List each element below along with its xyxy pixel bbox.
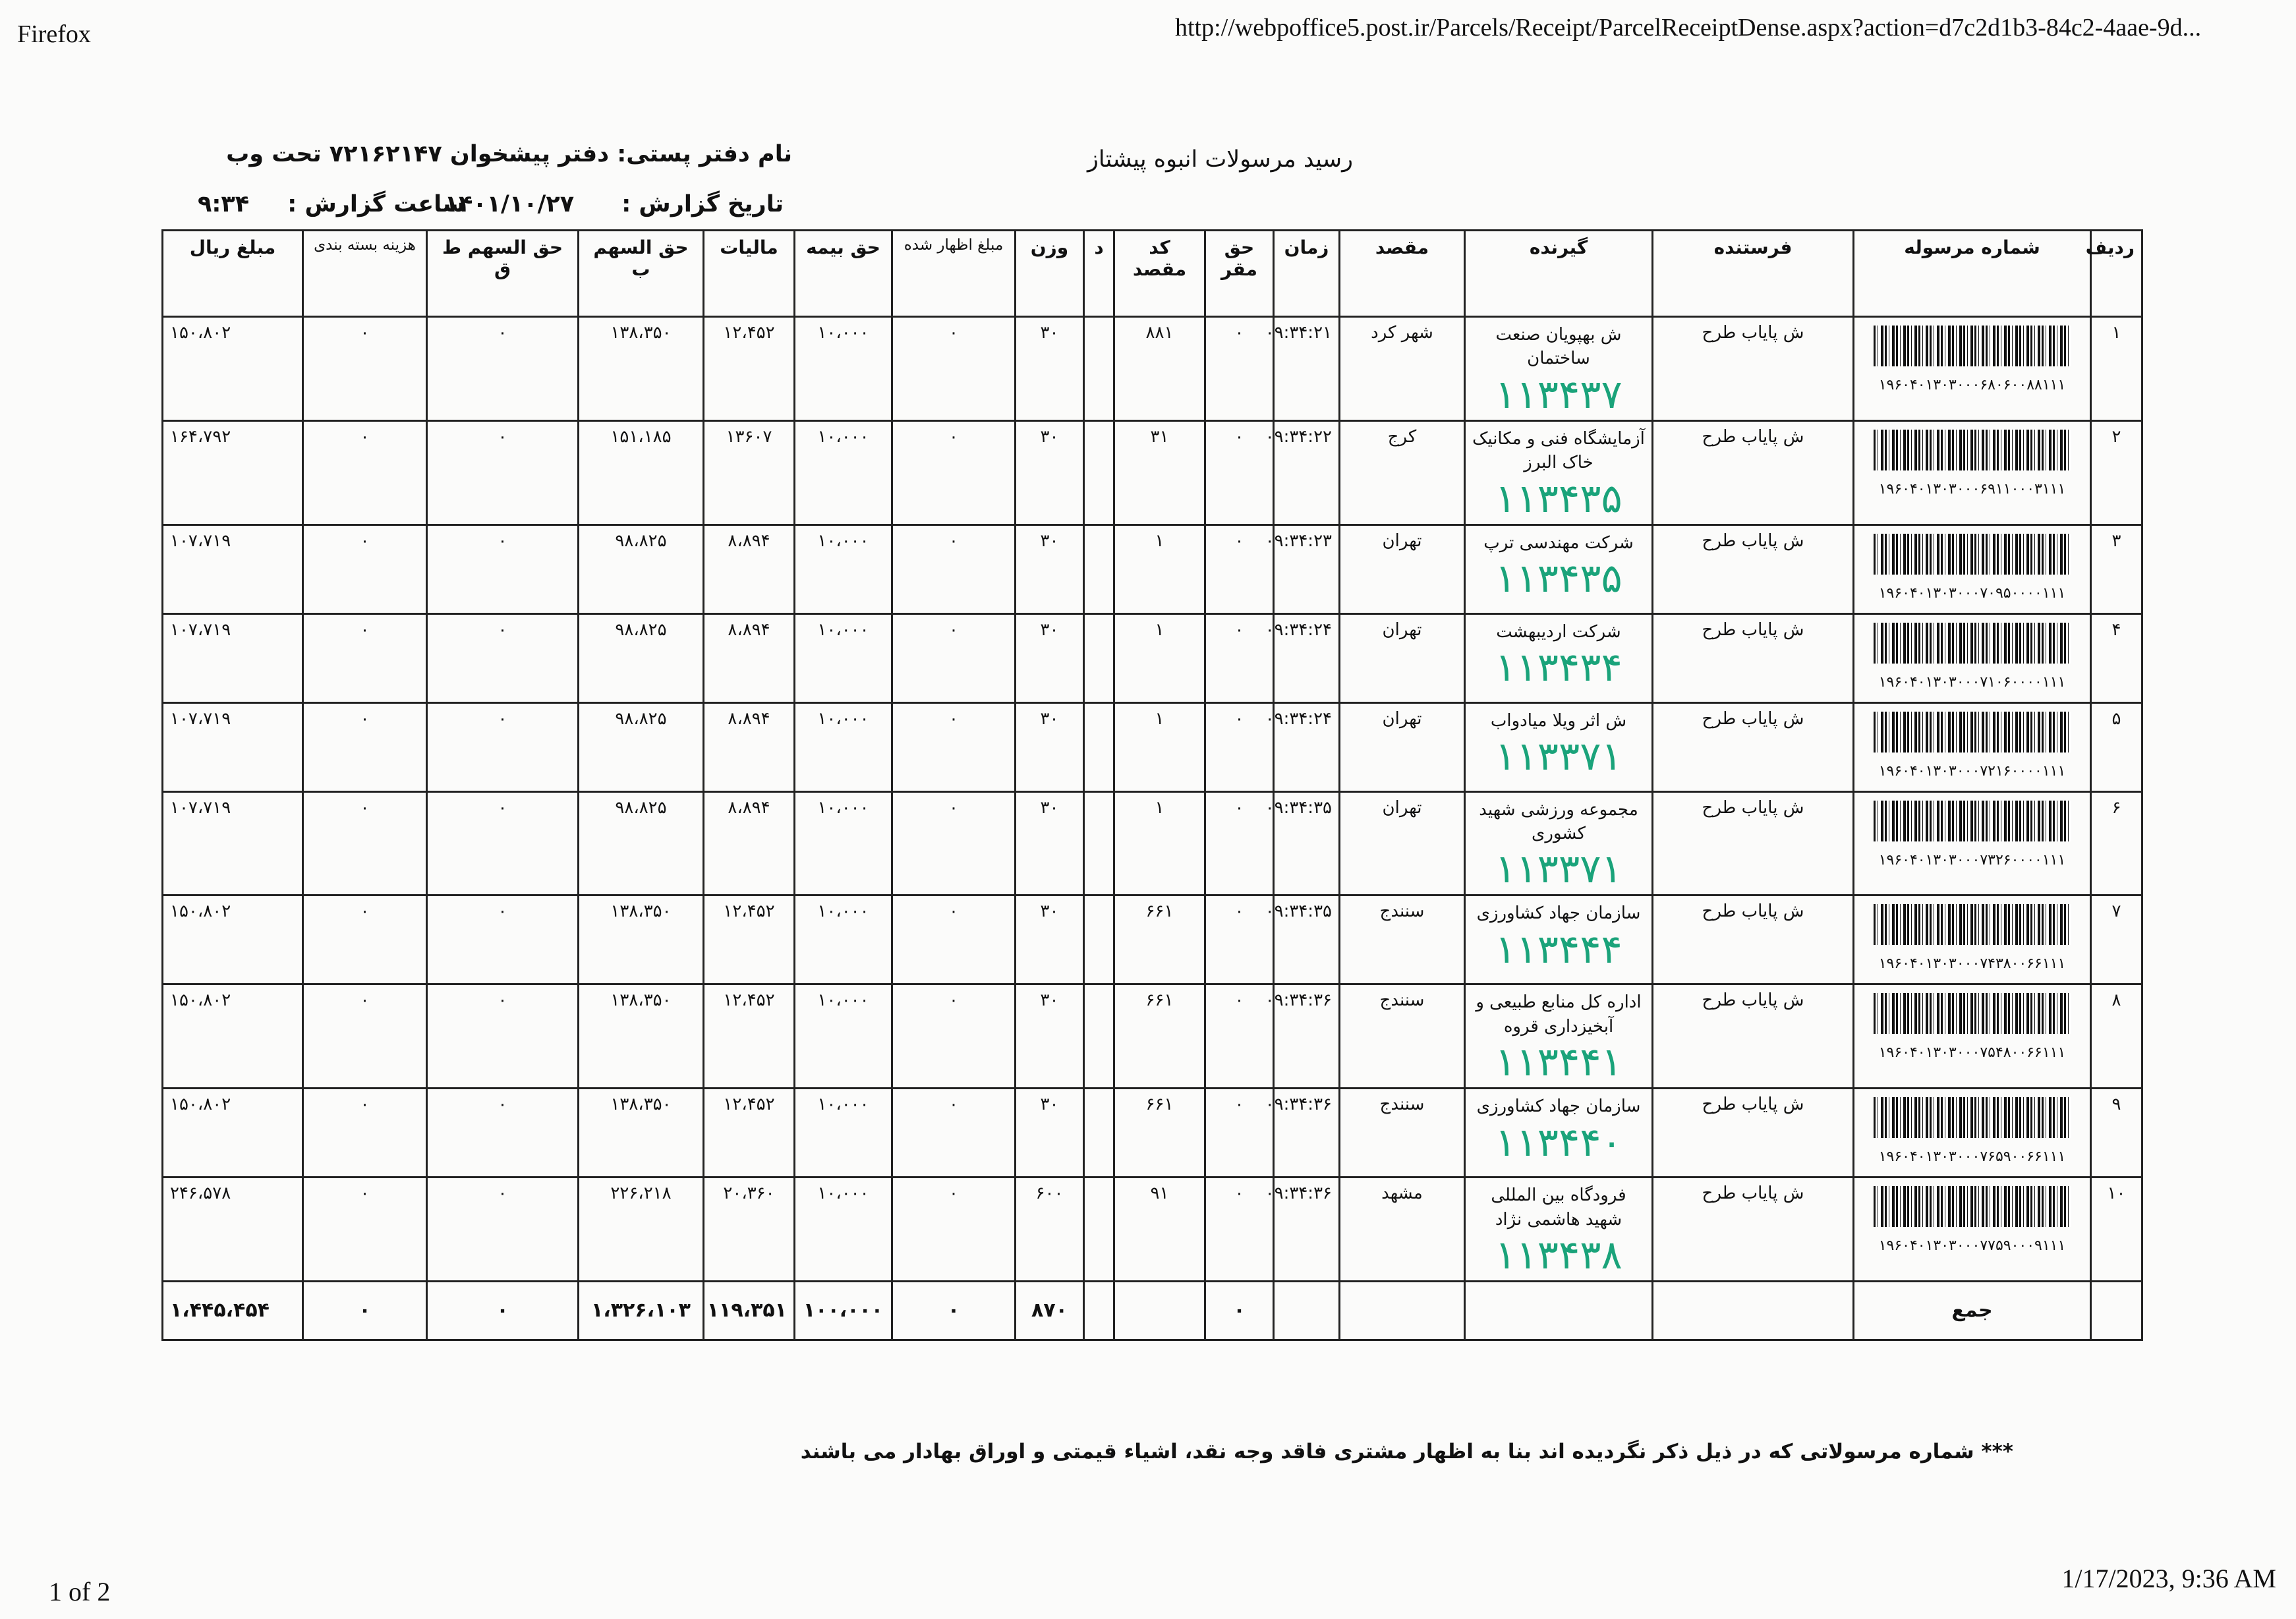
receiver: آزمایشگاه فنی و مکانیک خاک البرز [1472,428,1645,473]
table-row [163,525,2142,613]
share-tq: ۰ [427,791,579,895]
table-row [163,984,2142,1089]
packing-cost: ۰ [303,420,427,525]
destination: تهران [1340,525,1465,613]
declared-amount: ۰ [892,1089,1016,1178]
insurance: ۱۰،۰۰۰ [795,525,892,613]
barcode [1874,801,2071,841]
row-number: ۹ [2091,1089,2142,1178]
tax: ۱۲،۴۵۲ [704,1089,795,1178]
table-row [163,1089,2142,1178]
tracking-cell [1854,895,2091,984]
time: ۰۹:۳۴:۳۶ [1274,1178,1340,1282]
d-value [1084,317,1114,421]
table-row [163,895,2142,984]
barcode [1874,326,2071,366]
amount-rial: ۱۰۷،۷۱۹ [163,613,303,702]
share-b: ۹۸،۸۲۵ [579,791,704,895]
browser-name: Firefox [17,20,91,48]
handwritten-code: ۱۱۳۴۳۵ [1495,475,1622,522]
tracking-number: ۱۹۶۰۴۰۱۳۰۳۰۰۰۷۰۹۵۰۰۰۰۱۱۱ [1878,584,2066,602]
time: ۰۹:۳۴:۲۴ [1274,613,1340,702]
declared-amount: ۰ [892,984,1016,1089]
maqar-fee: ۰ [1205,613,1274,702]
receipt-table [161,229,2143,1341]
sender: ش پایاب طرح [1653,702,1854,791]
packing-cost: ۰ [303,895,427,984]
column-header: مبلغ ریال [163,231,303,317]
total-insurance: ۱۰۰،۰۰۰ [795,1281,892,1340]
total-amount: ۱،۴۴۵،۴۵۴ [163,1281,303,1340]
column-header: حق السهم ط ق [427,231,579,317]
weight: ۳۰ [1016,420,1084,525]
sender: ش پایاب طرح [1653,420,1854,525]
destination-code: ۹۱ [1114,1178,1205,1282]
share-tq: ۰ [427,613,579,702]
tracking-number: ۱۹۶۰۴۰۱۳۰۳۰۰۰۷۲۱۶۰۰۰۰۱۱۱ [1878,762,2066,780]
declared-amount: ۰ [892,1178,1016,1282]
d-value [1084,1178,1114,1282]
destination-code: ۸۸۱ [1114,317,1205,421]
receiver: ش بهپویان صنعت ساختمان [1495,325,1622,369]
barcode [1874,1186,2071,1227]
tracking-cell [1854,317,2091,421]
column-header: مقصد [1340,231,1465,317]
packing-cost: ۰ [303,613,427,702]
share-tq: ۰ [427,420,579,525]
tax: ۸،۸۹۴ [704,702,795,791]
d-value [1084,525,1114,613]
barcode [1874,904,2071,945]
sender: ش پایاب طرح [1653,1089,1854,1178]
destination-code: ۱ [1114,702,1205,791]
sender: ش پایاب طرح [1653,1178,1854,1282]
table-row [163,702,2142,791]
report-date-label: تاریخ گزارش : [621,191,784,217]
d-value [1084,702,1114,791]
handwritten-code: ۱۱۳۴۳۸ [1495,1232,1622,1278]
insurance: ۱۰،۰۰۰ [795,895,892,984]
column-header: شماره مرسوله [1854,231,2091,317]
insurance: ۱۰،۰۰۰ [795,791,892,895]
receiver-cell [1465,420,1653,525]
sender: ش پایاب طرح [1653,895,1854,984]
barcode [1874,993,2071,1034]
table-row [163,317,2142,421]
row-number: ۱ [2091,317,2142,421]
amount-rial: ۱۰۷،۷۱۹ [163,791,303,895]
d-value [1084,613,1114,702]
maqar-fee: ۰ [1205,420,1274,525]
amount-rial: ۲۴۶،۵۷۸ [163,1178,303,1282]
amount-rial: ۱۶۴،۷۹۲ [163,420,303,525]
amount-rial: ۱۵۰،۸۰۲ [163,317,303,421]
tracking-cell [1854,420,2091,525]
declared-amount: ۰ [892,895,1016,984]
destination: تهران [1340,613,1465,702]
row-number: ۳ [2091,525,2142,613]
handwritten-code: ۱۱۳۴۴۱ [1495,1039,1622,1086]
tracking-number: ۱۹۶۰۴۰۱۳۰۳۰۰۰۶۸۰۶۰۰۸۸۱۱۱ [1878,377,2066,393]
weight: ۳۰ [1016,1089,1084,1178]
tracking-number: ۱۹۶۰۴۰۱۳۰۳۰۰۰۷۷۵۹۰۰۰۹۱۱۱ [1878,1237,2066,1255]
tracking-cell [1854,702,2091,791]
share-b: ۹۸،۸۲۵ [579,702,704,791]
packing-cost: ۰ [303,702,427,791]
table-row [163,420,2142,525]
packing-cost: ۰ [303,525,427,613]
handwritten-code: ۱۱۳۴۳۵ [1495,555,1622,602]
d-value [1084,1089,1114,1178]
maqar-fee: ۰ [1205,895,1274,984]
totals-label: جمع [1854,1281,2091,1340]
office-value: دفتر پیشخوان ۷۲۱۶۲۱۴۷ تحت وب [226,141,610,167]
column-header: کد مقصد [1114,231,1205,317]
receiver: شرکت مهندسی ترپ [1483,532,1634,553]
total-tax: ۱۱۹،۳۵۱ [704,1281,795,1340]
amount-rial: ۱۵۰،۸۰۲ [163,984,303,1089]
time: ۰۹:۳۴:۳۶ [1274,1089,1340,1178]
receiver: ش اثر ویلا میادواب [1490,710,1627,731]
destination: کرج [1340,420,1465,525]
tax: ۱۳۶۰۷ [704,420,795,525]
tracking-cell [1854,525,2091,613]
row-number: ۷ [2091,895,2142,984]
receiver: سازمان جهاد کشاورزی [1476,1096,1641,1117]
disclaimer-note: *** شماره مرسولاتی که در ذیل ذکر نگردیده اند بنا به اظهار مشتری فاقد وجه نقد، اشیاء قیمتی و اوراق بهادار می باشند [800,1440,2013,1463]
row-number: ۴ [2091,613,2142,702]
row-number: ۶ [2091,791,2142,895]
receiver-cell [1465,895,1653,984]
handwritten-code: ۱۱۳۳۷۱ [1495,733,1622,780]
office-label: نام دفتر پستی: [617,141,792,167]
column-header: وزن [1016,231,1084,317]
insurance: ۱۰،۰۰۰ [795,420,892,525]
sender: ش پایاب طرح [1653,613,1854,702]
weight: ۳۰ [1016,702,1084,791]
table-row [163,613,2142,702]
share-tq: ۰ [427,525,579,613]
row-number: ۵ [2091,702,2142,791]
column-header: د [1084,231,1114,317]
maqar-fee: ۰ [1205,791,1274,895]
row-number: ۲ [2091,420,2142,525]
office-name [226,141,792,167]
column-header: هزینه بسته بندی [303,231,427,317]
share-b: ۲۲۶،۲۱۸ [579,1178,704,1282]
report-time-value: ۹:۳۴ [198,191,250,217]
table-header-row [163,231,2142,317]
total-weight: ۸۷۰ [1016,1281,1084,1340]
tracking-number: ۱۹۶۰۴۰۱۳۰۳۰۰۰۷۱۰۶۰۰۰۰۱۱۱ [1878,673,2066,691]
share-tq: ۰ [427,1089,579,1178]
time: ۰۹:۳۴:۲۱ [1274,317,1340,421]
weight: ۳۰ [1016,984,1084,1089]
declared-amount: ۰ [892,317,1016,421]
insurance: ۱۰،۰۰۰ [795,984,892,1089]
receiver: فرودگاه بین المللی شهید هاشمی نژاد [1491,1185,1626,1230]
packing-cost: ۰ [303,791,427,895]
column-header: حق مقر [1205,231,1274,317]
insurance: ۱۰،۰۰۰ [795,1089,892,1178]
weight: ۳۰ [1016,613,1084,702]
column-header: حق بیمه [795,231,892,317]
receiver-cell [1465,1089,1653,1178]
destination: سنندج [1340,984,1465,1089]
barcode [1874,712,2071,753]
handwritten-code: ۱۱۳۴۳۴ [1495,644,1622,691]
share-b: ۱۳۸،۳۵۰ [579,317,704,421]
print-timestamp: 1/17/2023, 9:36 AM [2061,1564,2276,1593]
tracking-cell [1854,984,2091,1089]
receiver-cell [1465,1178,1653,1282]
page-indicator: 1 of 2 [49,1577,111,1606]
tracking-number: ۱۹۶۰۴۰۱۳۰۳۰۰۰۷۶۵۹۰۰۶۶۱۱۱ [1878,1149,2066,1166]
share-tq: ۰ [427,1178,579,1282]
destination-code: ۶۶۱ [1114,895,1205,984]
destination-code: ۶۶۱ [1114,984,1205,1089]
share-tq: ۰ [427,702,579,791]
column-header: زمان [1274,231,1340,317]
totals-empty [1274,1281,1340,1340]
receiver: مجموعه ورزشی شهید کشوری [1479,799,1638,843]
total-declared: ۰ [892,1281,1016,1340]
tracking-number: ۱۹۶۰۴۰۱۳۰۳۰۰۰۶۹۱۱۰۰۰۳۱۱۱ [1878,480,2066,497]
receiver-cell [1465,791,1653,895]
time: ۰۹:۳۴:۳۵ [1274,895,1340,984]
row-number: ۸ [2091,984,2142,1089]
weight: ۳۰ [1016,791,1084,895]
table-row [163,791,2142,895]
column-header: حق السهم ب [579,231,704,317]
sender: ش پایاب طرح [1653,525,1854,613]
totals-empty [1340,1281,1465,1340]
receiver-cell [1465,702,1653,791]
column-header: ردیف [2091,231,2142,317]
insurance: ۱۰،۰۰۰ [795,613,892,702]
table-body [163,317,2142,1340]
tracking-number: ۱۹۶۰۴۰۱۳۰۳۰۰۰۷۳۲۶۰۰۰۰۱۱۱ [1878,851,2066,868]
page-url: http://webpoffice5.post.ir/Parcels/Receipt/ParcelReceiptDense.aspx?action=d7c2d1b3-84c2-4aae-9d... [1175,14,2202,42]
tax: ۸،۸۹۴ [704,525,795,613]
amount-rial: ۱۰۷،۷۱۹ [163,525,303,613]
destination: شهر کرد [1340,317,1465,421]
handwritten-code: ۱۱۳۴۴۰ [1495,1119,1622,1166]
table-row [163,1178,2142,1282]
tracking-cell [1854,613,2091,702]
tax: ۱۲،۴۵۲ [704,984,795,1089]
column-header: گیرنده [1465,231,1653,317]
maqar-fee: ۰ [1205,702,1274,791]
destination: تهران [1340,791,1465,895]
totals-spacer [2091,1281,2142,1340]
totals-empty [1465,1281,1653,1340]
declared-amount: ۰ [892,702,1016,791]
time: ۰۹:۳۴:۳۶ [1274,984,1340,1089]
maqar-fee: ۰ [1205,1178,1274,1282]
share-b: ۹۸،۸۲۵ [579,525,704,613]
tracking-number: ۱۹۶۰۴۰۱۳۰۳۰۰۰۷۵۴۸۰۰۶۶۱۱۱ [1878,1044,2066,1062]
maqar-fee: ۰ [1205,1089,1274,1178]
destination-code: ۳۱ [1114,420,1205,525]
packing-cost: ۰ [303,1178,427,1282]
row-number: ۱۰ [2091,1178,2142,1282]
tax: ۱۲،۴۵۲ [704,895,795,984]
weight: ۳۰ [1016,525,1084,613]
receiver: شرکت اردیبهشت [1496,621,1621,642]
d-value [1084,791,1114,895]
d-value [1084,895,1114,984]
d-value [1084,420,1114,525]
report-time-label: ساعت گزارش : [287,191,465,217]
report-title: رسید مرسولات انبوه پیشتاز [1087,146,1354,173]
sender: ش پایاب طرح [1653,984,1854,1089]
handwritten-code: ۱۱۳۳۷۱ [1495,846,1622,893]
insurance: ۱۰،۰۰۰ [795,317,892,421]
report-time [198,191,465,217]
packing-cost: ۰ [303,1089,427,1178]
handwritten-code: ۱۱۳۴۴۴ [1495,926,1622,973]
report-date [445,191,784,217]
amount-rial: ۱۵۰،۸۰۲ [163,895,303,984]
total-packing: ۰ [303,1281,427,1340]
share-b: ۱۵۱،۱۸۵ [579,420,704,525]
d-value [1084,984,1114,1089]
time: ۰۹:۳۴:۳۵ [1274,791,1340,895]
tracking-cell [1854,1089,2091,1178]
share-b: ۱۳۸،۳۵۰ [579,895,704,984]
weight: ۳۰ [1016,317,1084,421]
weight: ۳۰ [1016,895,1084,984]
destination-code: ۱ [1114,613,1205,702]
total-share-tq: ۰ [427,1281,579,1340]
receiver: اداره کل منابع طبیعی و آبخیزداری قروه [1476,992,1642,1037]
sender: ش پایاب طرح [1653,791,1854,895]
tracking-cell [1854,1178,2091,1282]
time: ۰۹:۳۴:۲۴ [1274,702,1340,791]
tax: ۸،۸۹۴ [704,791,795,895]
totals-empty [1114,1281,1205,1340]
destination-code: ۱ [1114,525,1205,613]
tax: ۸،۸۹۴ [704,613,795,702]
column-header: فرستنده [1653,231,1854,317]
share-b: ۱۳۸،۳۵۰ [579,1089,704,1178]
destination: سنندج [1340,895,1465,984]
declared-amount: ۰ [892,525,1016,613]
receiver: سازمان جهاد کشاورزی [1476,903,1641,924]
packing-cost: ۰ [303,984,427,1089]
tax: ۲۰،۳۶۰ [704,1178,795,1282]
sender: ش پایاب طرح [1653,317,1854,421]
total-share-b: ۱،۳۲۶،۱۰۳ [579,1281,704,1340]
destination-code: ۶۶۱ [1114,1089,1205,1178]
share-tq: ۰ [427,317,579,421]
barcode [1874,534,2071,575]
share-b: ۱۳۸،۳۵۰ [579,984,704,1089]
handwritten-code: ۱۱۳۴۳۷ [1495,371,1622,418]
declared-amount: ۰ [892,420,1016,525]
maqar-fee: ۰ [1205,525,1274,613]
share-b: ۹۸،۸۲۵ [579,613,704,702]
column-header: مالیات [704,231,795,317]
destination-code: ۱ [1114,791,1205,895]
receiver-cell [1465,613,1653,702]
receiver-cell [1465,525,1653,613]
time: ۰۹:۳۴:۲۳ [1274,525,1340,613]
receiver-cell [1465,317,1653,421]
maqar-fee: ۰ [1205,317,1274,421]
declared-amount: ۰ [892,791,1016,895]
maqar-fee: ۰ [1205,984,1274,1089]
amount-rial: ۱۰۷،۷۱۹ [163,702,303,791]
insurance: ۱۰،۰۰۰ [795,1178,892,1282]
tax: ۱۲،۴۵۲ [704,317,795,421]
packing-cost: ۰ [303,317,427,421]
insurance: ۱۰،۰۰۰ [795,702,892,791]
totals-row [163,1281,2142,1340]
column-header: مبلغ اظهار شده [892,231,1016,317]
destination: سنندج [1340,1089,1465,1178]
destination: تهران [1340,702,1465,791]
weight: ۶۰۰ [1016,1178,1084,1282]
destination: مشهد [1340,1178,1465,1282]
barcode [1874,430,2071,470]
total-maqar: ۰ [1205,1281,1274,1340]
time: ۰۹:۳۴:۲۲ [1274,420,1340,525]
tracking-cell [1854,791,2091,895]
barcode [1874,623,2071,664]
tracking-number: ۱۹۶۰۴۰۱۳۰۳۰۰۰۷۴۳۸۰۰۶۶۱۱۱ [1878,955,2066,973]
declared-amount: ۰ [892,613,1016,702]
share-tq: ۰ [427,984,579,1089]
barcode [1874,1097,2071,1138]
totals-empty [1653,1281,1854,1340]
amount-rial: ۱۵۰،۸۰۲ [163,1089,303,1178]
share-tq: ۰ [427,895,579,984]
receiver-cell [1465,984,1653,1089]
totals-empty [1084,1281,1114,1340]
report-date-value: ۱۴۰۱/۱۰/۲۷ [444,191,575,217]
